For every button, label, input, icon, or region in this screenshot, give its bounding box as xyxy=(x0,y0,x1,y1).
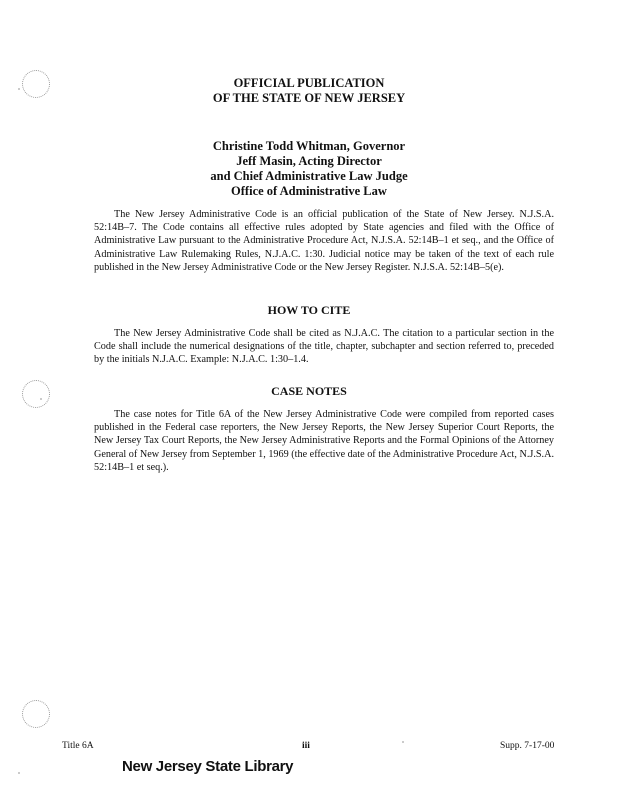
director-line: Jeff Masin, Acting Director xyxy=(236,154,382,168)
how-to-cite-heading: HOW TO CITE xyxy=(267,303,351,317)
case-notes-heading: CASE NOTES xyxy=(271,384,347,398)
footer-title: Title 6A xyxy=(62,741,94,751)
footer-page-number: iii xyxy=(302,741,310,751)
scan-speck xyxy=(18,88,20,90)
judge-line: and Chief Administrative Law Judge xyxy=(210,169,408,183)
scan-speck xyxy=(18,772,20,774)
footer-supplement: Supp. 7-17-00 xyxy=(500,741,555,751)
scan-speck xyxy=(40,398,42,400)
scan-speck xyxy=(402,741,404,743)
header-line-1: OFFICIAL PUBLICATION xyxy=(233,76,385,90)
case-notes-paragraph: The case notes for Title 6A of the New Jersey Administrative Code were compiled from reported cases published in the Federal case reporters, the New Jersey Reports, the New Jersey Superior Court Reports, the New Jersey Tax Court Reports, the New Jersey Administrative Reports and the Formal Opinions of the Attorney General of New Jersey from September 1, 1969 (the effective date of the Administrative Procedure Act, N.J.S.A. 52:14B–1 et seq.). xyxy=(94,409,554,473)
library-stamp: New Jersey State Library xyxy=(122,758,294,775)
publication-header xyxy=(0,76,618,106)
how-to-cite-paragraph: The New Jersey Administrative Code shall be cited as N.J.A.C. The citation to a particular section in the Code shall include the numerical designations of the title, chapter, subchapter and section referred to, preceded by the initials N.J.A.C. Example: N.J.A.C. 1:30–1.4. xyxy=(94,328,554,366)
punch-hole-bottom xyxy=(22,700,50,728)
officials-block xyxy=(0,139,618,199)
governor-line: Christine Todd Whitman, Governor xyxy=(212,139,406,153)
office-line: Office of Administrative Law xyxy=(231,184,387,198)
intro-paragraph: The New Jersey Administrative Code is an official publication of the State of New Jersey. N.J.S.A. 52:14B–7. The Code contains all effective rules adopted by State agencies and filed with the Office of Administrative Law pursuant to the Administrative Procedure Act, N.J.S.A. 52:14B–1 et seq., and the Office of Administrative Law Rulemaking Rules, N.J.A.C. 1:30. Judicial notice may be taken of the text of each rule published in the New Jersey Administrative Code or the New Jersey Register. N.J.S.A. 52:14B–5(e). xyxy=(94,209,554,273)
header-line-2: OF THE STATE OF NEW JERSEY xyxy=(212,91,406,105)
